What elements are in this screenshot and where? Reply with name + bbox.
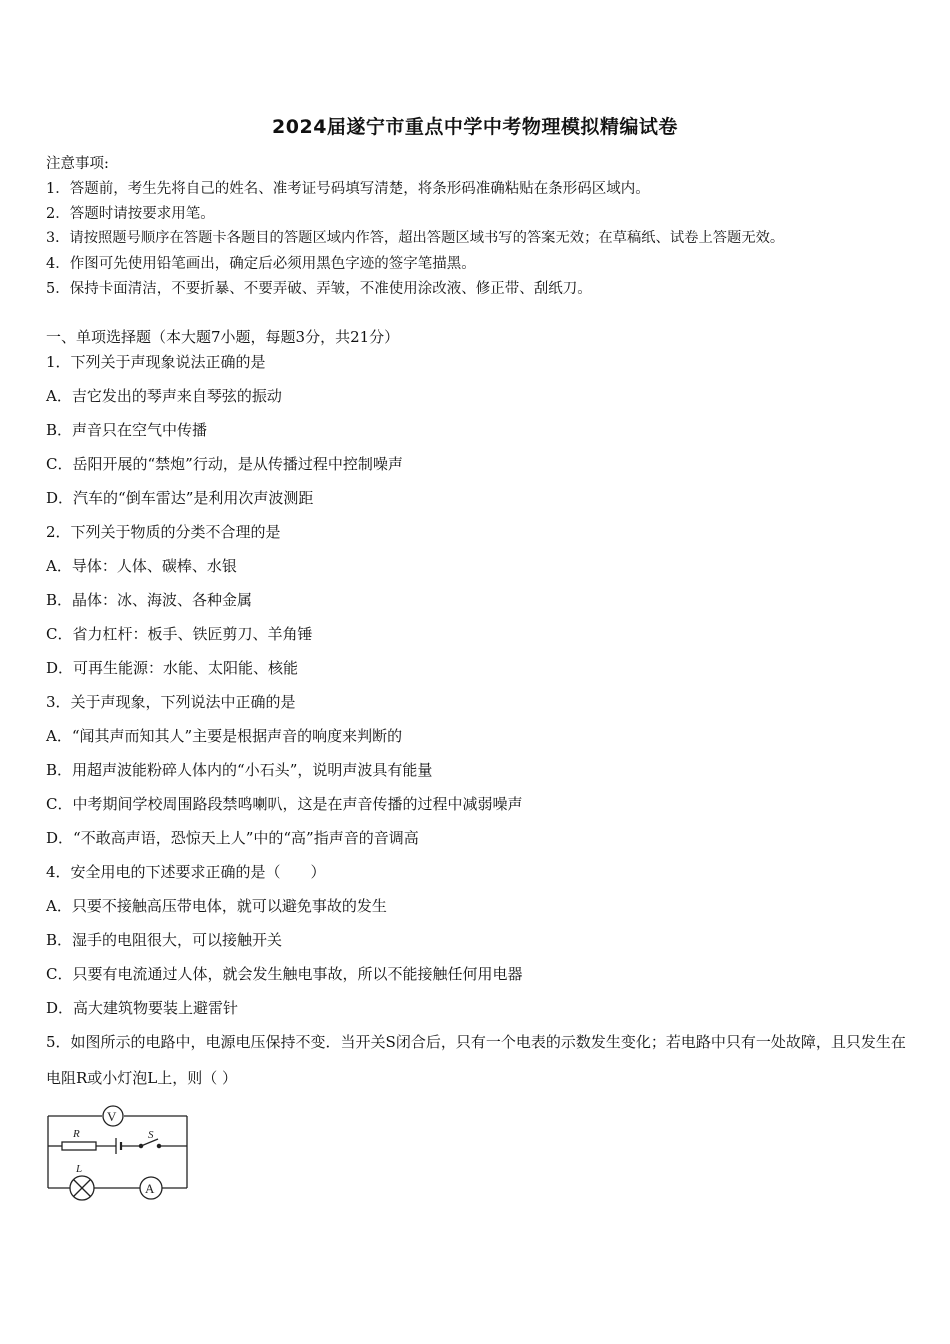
question-4-stem: 4．安全用电的下述要求正确的是（ ） xyxy=(46,863,326,881)
question-1-stem: 1．下列关于声现象说法正确的是 xyxy=(46,353,266,371)
question-2-option-b: B．晶体：冰、海波、各种金属 xyxy=(46,591,253,609)
question-1-option-b: B．声音只在空气中传播 xyxy=(46,421,208,439)
question-3-option-d: D．“不敢高声语，恐惊天上人”中的“高”指声音的音调高 xyxy=(46,829,419,847)
notice-item-5: 5．保持卡面清洁，不要折暴、不要弄破、弄皱，不准使用涂改液、修正带、刮纸刀。 xyxy=(46,281,592,297)
question-1-option-a: A．吉它发出的琴声来自琴弦的振动 xyxy=(46,387,282,405)
circuit-diagram xyxy=(40,1096,200,1206)
question-3-option-b: B．用超声波能粉碎人体内的“小石头”，说明声波具有能量 xyxy=(46,761,433,779)
notice-item-2: 2．答题时请按要求用笔。 xyxy=(46,206,215,222)
ammeter-label: A xyxy=(145,1181,155,1196)
resistor-symbol xyxy=(62,1142,96,1150)
lamp-label: L xyxy=(76,1163,83,1175)
question-3-option-c: C．中考期间学校周围路段禁鸣喇叭，这是在声音传播的过程中减弱噪声 xyxy=(46,795,523,813)
question-1-option-d: D．汽车的“倒车雷达”是利用次声波测距 xyxy=(46,489,314,507)
question-4-option-c: C．只要有电流通过人体，就会发生触电事故，所以不能接触任何用电器 xyxy=(46,965,523,983)
question-5-stem: 5．如图所示的电路中，电源电压保持不变．当开关S闭合后，只有一个电表的示数发生变化；若电路中只有一处故障，且只发生在电阻R或小灯泡L上，则（ ） xyxy=(46,1033,906,1087)
notice-item-1: 1．答题前，考生先将自己的姓名、准考证号码填写清楚，将条形码准确粘贴在条形码区域内。 xyxy=(46,181,650,197)
question-2-option-a: A．导体：人体、碳棒、水银 xyxy=(46,557,237,575)
question-2-option-c: C．省力杠杆：板手、铁匠剪刀、羊角锤 xyxy=(46,625,313,643)
switch-label: S xyxy=(148,1129,154,1141)
question-4-option-a: A．只要不接触高压带电体，就可以避免事故的发生 xyxy=(46,897,387,915)
exam-title: 2024届遂宁市重点中学中考物理模拟精编试卷 xyxy=(272,116,678,138)
voltmeter-label: V xyxy=(107,1109,117,1124)
question-3-option-a: A．“闻其声而知其人”主要是根据声音的响度来判断的 xyxy=(46,727,403,745)
question-2-option-d: D．可再生能源：水能、太阳能、核能 xyxy=(46,659,299,677)
question-4-option-d: D．高大建筑物要装上避雷针 xyxy=(46,999,239,1017)
question-4-option-b: B．湿手的电阻很大，可以接触开关 xyxy=(46,931,283,949)
notice-item-3: 3．请按照题号顺序在答题卡各题目的答题区域内作答，超出答题区域书写的答案无效；在草稿纸、试卷上答题无效。 xyxy=(46,230,785,246)
section-heading: 一、单项选择题（本大题7小题，每题3分，共21分） xyxy=(46,328,400,346)
question-1-option-c: C．岳阳开展的“禁炮”行动，是从传播过程中控制噪声 xyxy=(46,455,403,473)
question-2-stem: 2．下列关于物质的分类不合理的是 xyxy=(46,523,281,541)
resistor-label: R xyxy=(73,1128,80,1140)
notice-heading: 注意事项: xyxy=(46,156,109,172)
notice-item-4: 4．作图可先使用铅笔画出，确定后必须用黑色字迹的签字笔描黑。 xyxy=(46,256,476,272)
question-3-stem: 3．关于声现象，下列说法中正确的是 xyxy=(46,693,296,711)
